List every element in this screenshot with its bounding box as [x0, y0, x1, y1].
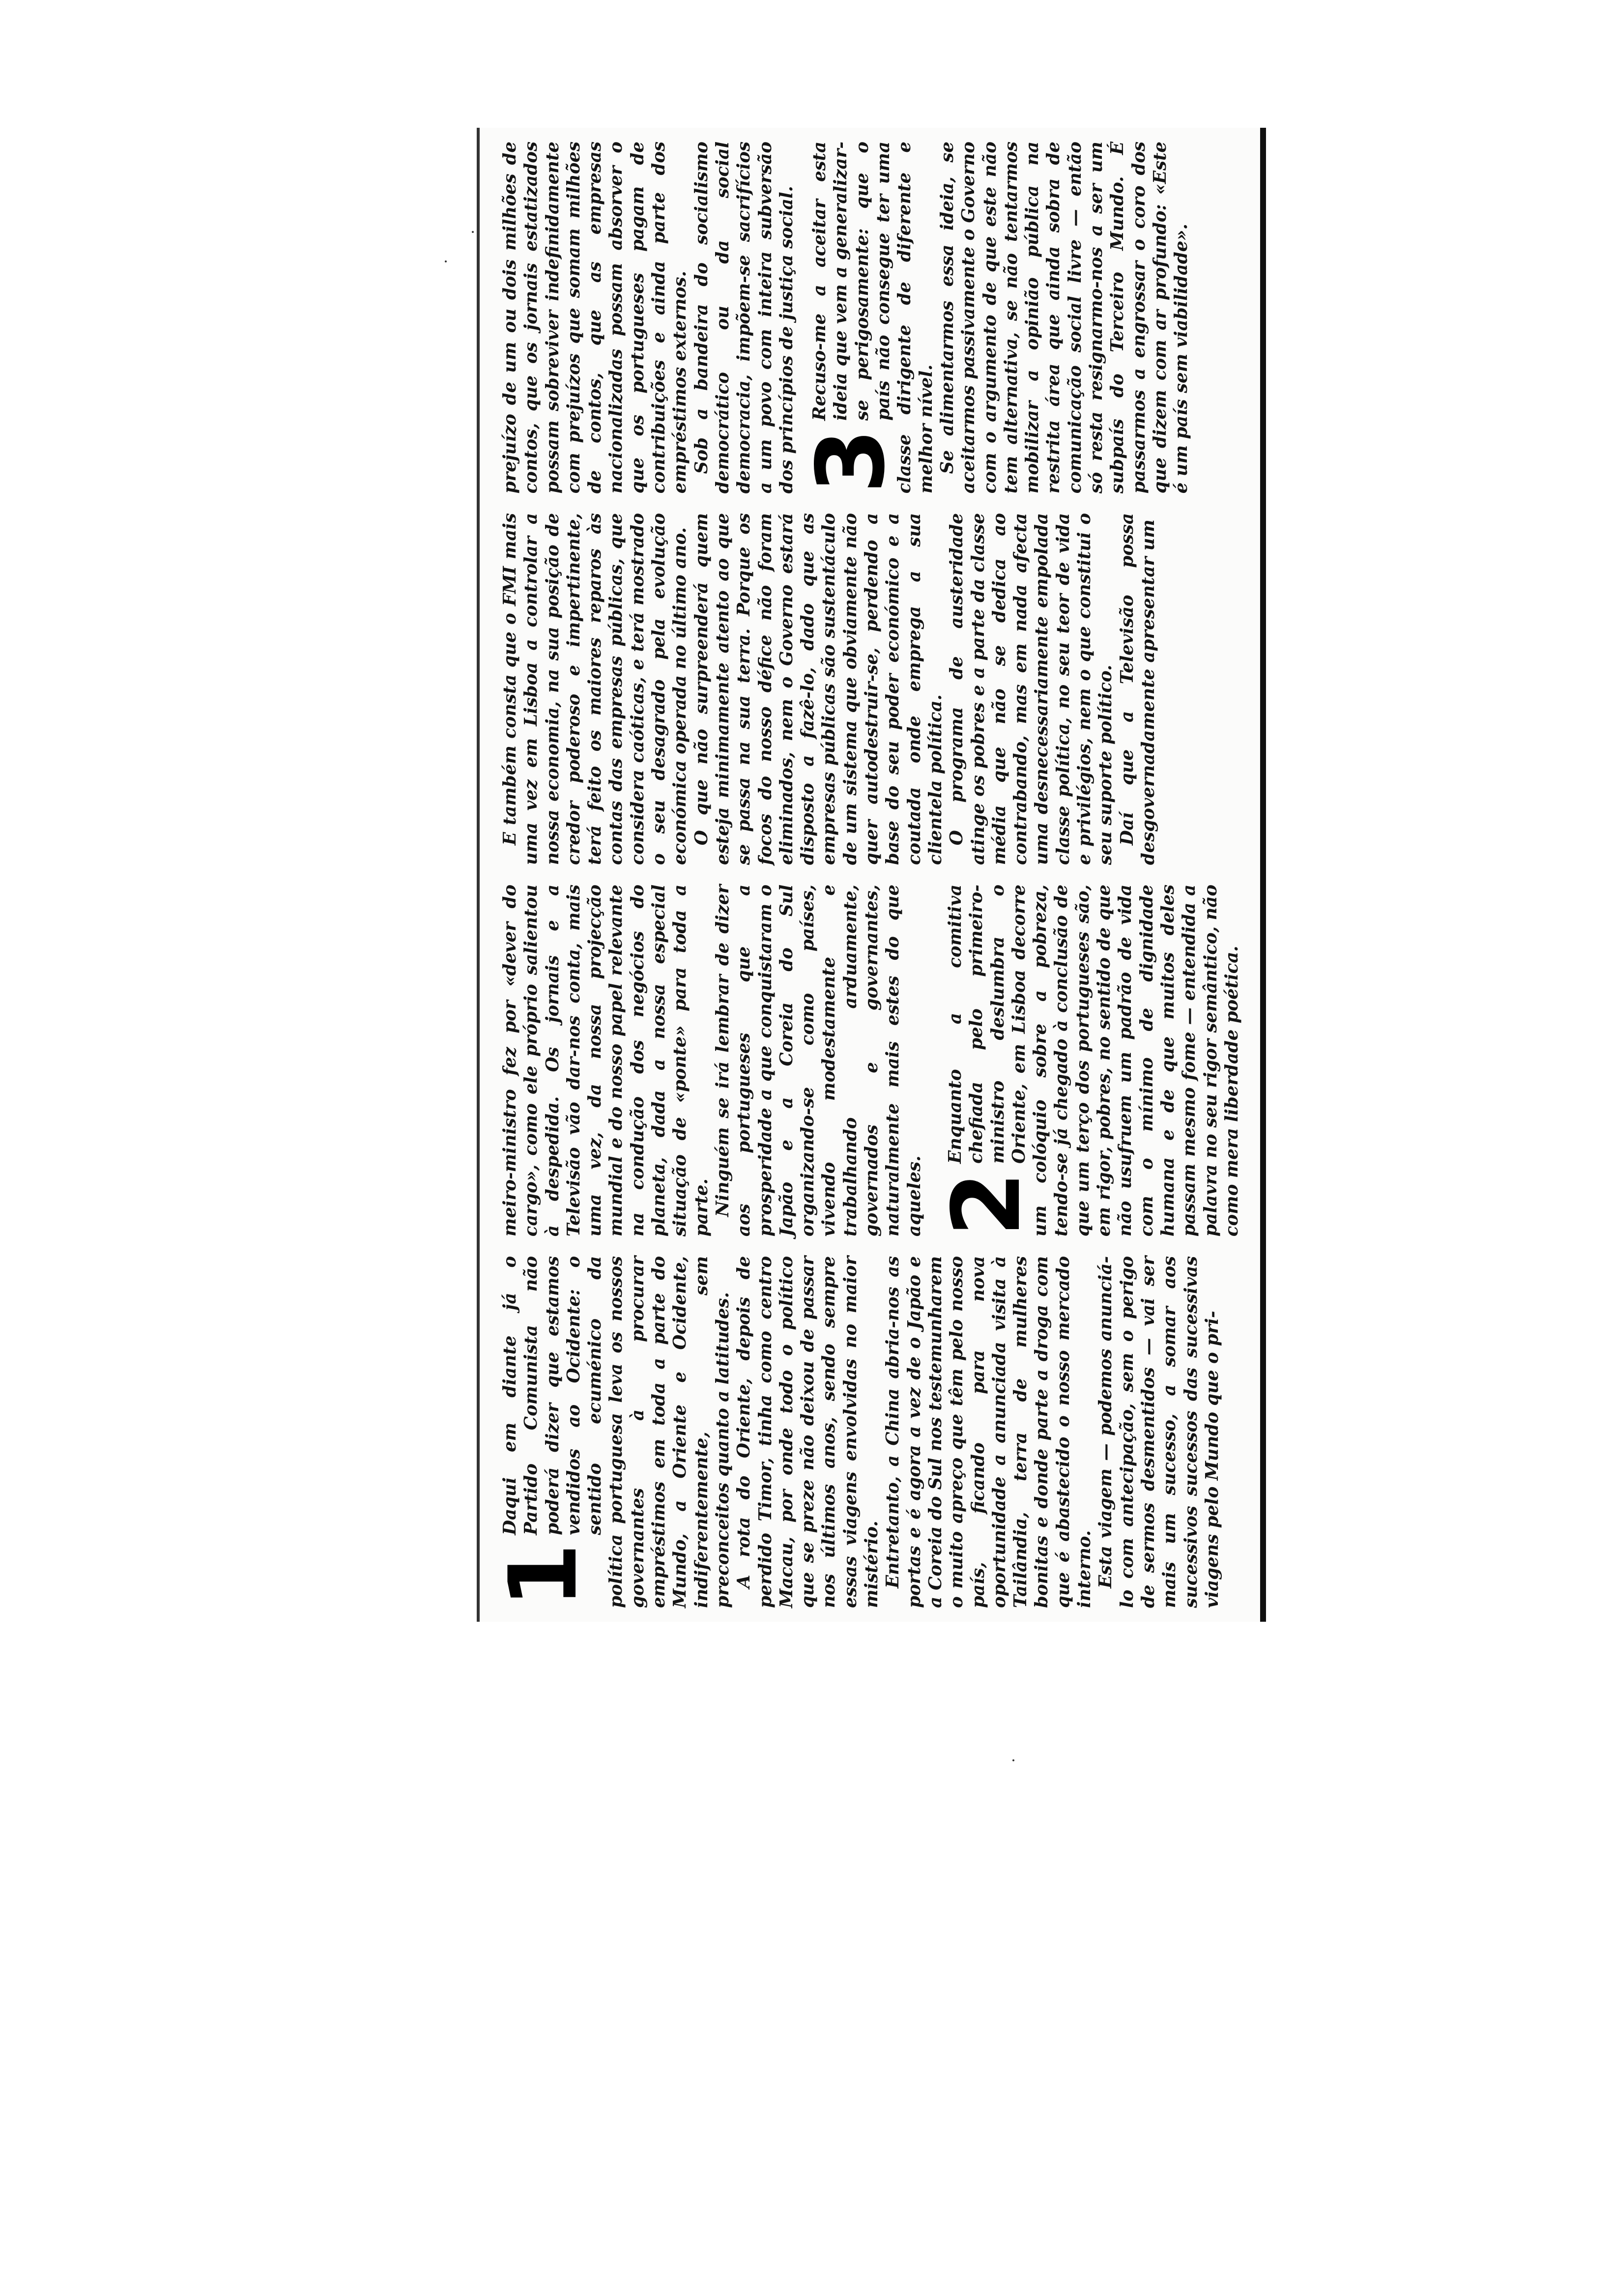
- section-numeral-3: 3: [797, 428, 906, 494]
- copy-speck: [472, 231, 474, 233]
- paragraph: O que não surpreenderá quem esteja minimamente atento ao que se passa na sua terra. Porque os focos do nosso défice não foram eliminados, nem o Governo estará disposto a fazê-lo, dado que as empresas públicas são sustentáculo de um sistema que obviamente não quer autodestruir-se, perdendo a base do seu poder económico e a coutada onde emprega a sua clientela política.: [691, 513, 946, 865]
- article-column-1: [489, 1256, 1241, 1608]
- article-column-3: [499, 513, 1241, 865]
- paragraph: meiro-ministro fez por «dever do cargo», como ele próprio salientou à despedida. Os jornais e a Televisão vão dar-nos conta, mais uma vez, da nossa projecção mundial e do nosso papel relevante na condução dos negócios do planeta, dada a nossa especial situação de «ponte» para toda a parte.: [500, 884, 712, 1237]
- paragraph: Esta viagem — podemos anunciá-lo com antecipação, sem o perigo de sermos desmentidos — vai ser mais um sucesso, a somar aos sucessivos sucessos das sucessivas viagens pelo Mundo que o pri-: [1095, 1256, 1222, 1608]
- paragraph: A rota do Oriente, depois de perdido Timor, tinha como centro Macau, por onde todo o político que se preze não deixou de passar nos últimos anos, sendo sempre essas viagens envolvidas no maior mistério.: [734, 1256, 882, 1608]
- newspaper-clipping: [477, 128, 1266, 1622]
- paragraph: O programa de austeridade atinge os pobres e a parte da classe média que não se dedica ao contrabando, mas em nada afecta uma desnecessariamente empolada classe política, no seu teor de vida e privilégios, nem o que constitui o seu suporte político.: [947, 513, 1116, 865]
- paragraph: E também consta que o FMI mais uma vez em Lisboa a controlar a nossa economia, na sua posição de credor poderoso e impertinente, terá feito os maiores reparos às contas das empresas públicas, que considera caóticas, e terá mostrado o seu desagrado pela evolução económica operada no último ano.: [500, 513, 691, 865]
- article-column-2: [499, 885, 1241, 1236]
- copy-speck: [1012, 1759, 1014, 1761]
- paragraph: Enquanto a comitiva chefiada pelo primeiro-ministro deslumbra o Oriente, em Lisboa decorre um colóquio sobre a pobreza, tendo-se já chegado à conclusão de que um terço dos portugueses são, em rigor, pobres, no sentido de que não usufruem um padrão de vida com o mínimo de dignidade humana e de que muitos deles passam mesmo fome — entendida a palavra no seu rigor semântico, não como mera liberdade poética.: [945, 884, 1242, 1237]
- paragraph: prejuízo de um ou dois milhões de contos, que os jornais estatizados possam sobreviver indefinidamente com prejuízos que somam milhões de contos, que as empresas nacionalizadas possam absorver o que os portugueses pagam de contribuições e ainda parte dos empréstimos externos.: [500, 142, 691, 494]
- paragraph: Ninguém se irá lembrar de dizer aos portugueses que a prosperidade a que conquistaram o Japão e a Coreia do Sul organizando-se como países, vivendo modestamente e trabalhando arduamente, governados e governantes, naturalmente mais estes do que aqueles.: [712, 884, 924, 1237]
- paragraph: Entretanto, a China abria-nos as portas e é agora a vez de o Japão e a Coreia do Sul nos testemunharem o muito apreço que têm pelo nosso país, ficando para nova oportunidade a anunciada visita à Tailândia, terra de mulheres bonitas e donde parte a droga com que é abastecido o nosso mercado interno.: [883, 1256, 1095, 1608]
- paragraph: Daí que a Televisão possa desgovernadamente apresentar um: [1117, 513, 1158, 865]
- paragraph: Se alimentarmos essa ideia, se aceitarmos passivamente o Governo com o argumento de que este não tem alternativa, se não tentarmos mobilizar a opinião pública na restrita área que ainda sobra de comunicação social livre — então só resta resignarmo-nos a ser um subpaís do Terceiro Mundo. É passarmos a engrossar o coro dos que dizem com ar profundo: «Este é um país sem viabilidade».: [937, 142, 1192, 494]
- paragraph: Recuso-me a aceitar esta ideia que vem a generalizar-se perigosamente: que o país não consegue ter uma classe dirigente de diferente e melhor nível.: [809, 142, 936, 494]
- copy-speck: [445, 260, 447, 262]
- section-numeral-1: 1: [489, 1543, 598, 1608]
- paragraph: Daqui em diante já o Partido Comunista não poderá dizer que estamos vendidos ao Ocidente: o sentido ecuménico da política portuguesa leva os nossos governantes à procurar empréstimos em toda a parte do Mundo, a Oriente e Ocidente, indiferentemente, sem preconceitos quanto a latitudes.: [500, 1256, 733, 1608]
- paragraph: Sob a bandeira do socialismo democrático ou da social democracia, impõem-se sacrifícios a um povo com inteira subversão dos princípios de justiça social.: [691, 142, 797, 494]
- article-sheet-rotated: [480, 128, 1266, 1622]
- section-numeral-2: 2: [932, 1171, 1041, 1237]
- article-column-4: [499, 142, 1241, 493]
